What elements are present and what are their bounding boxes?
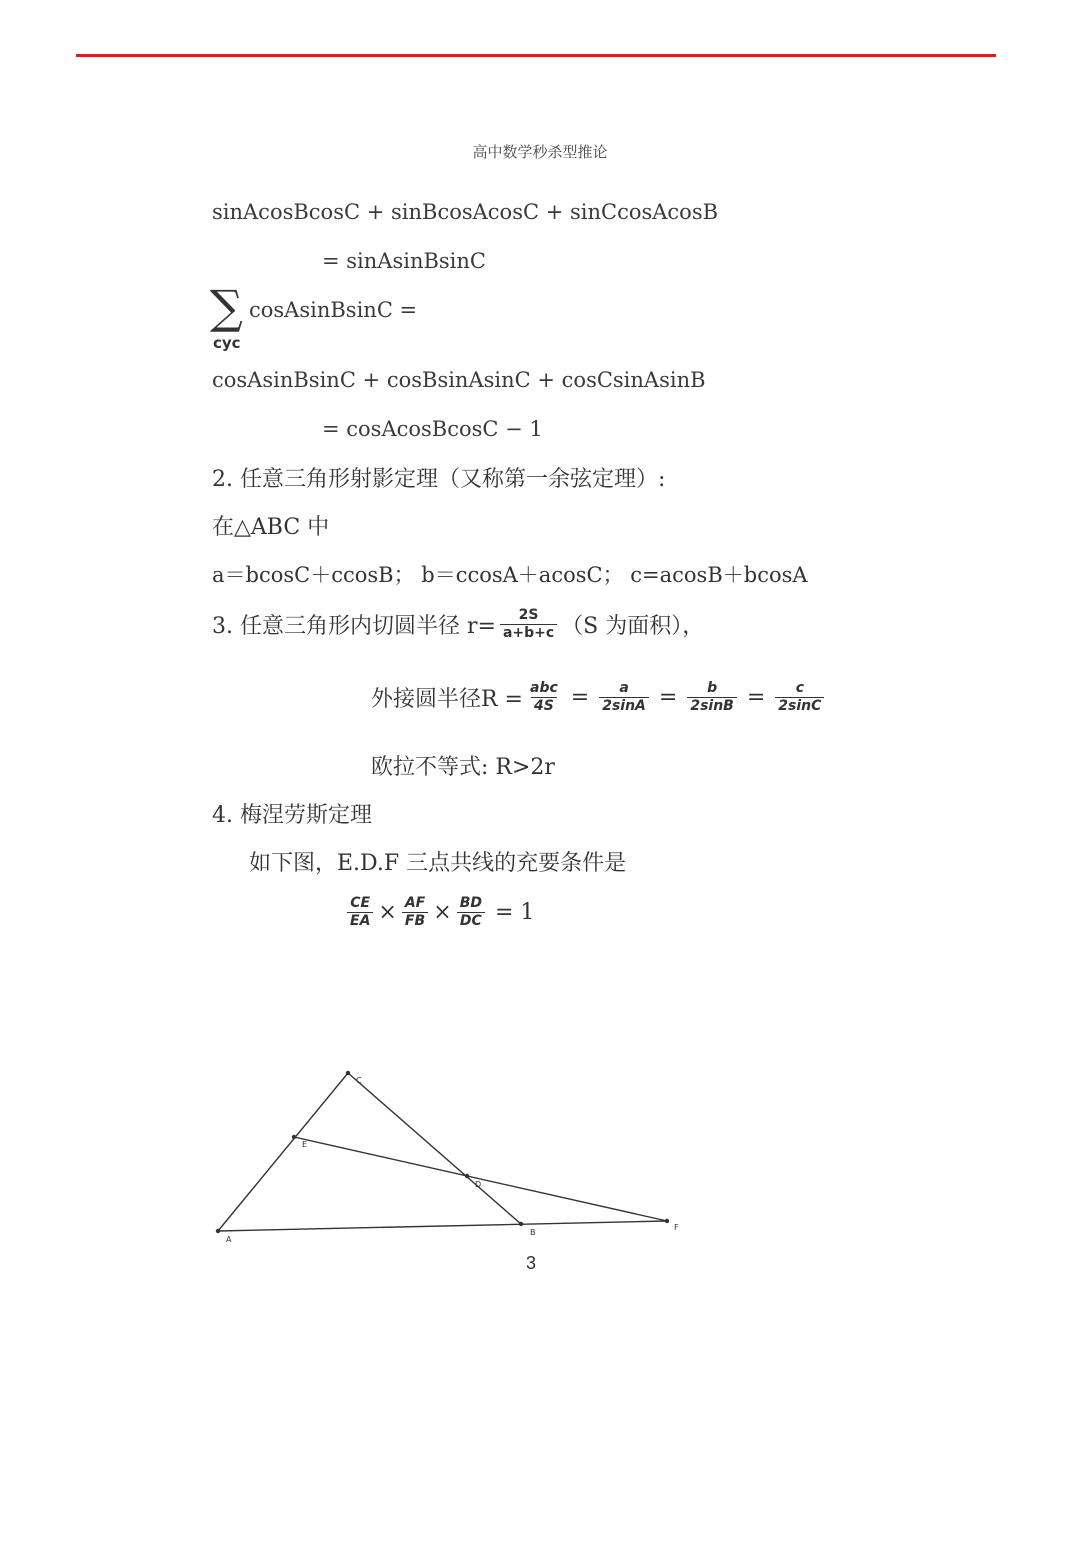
label-c: C xyxy=(356,1076,362,1085)
times-sign: × xyxy=(433,900,452,925)
line-af xyxy=(218,1221,667,1231)
equals-sign: = xyxy=(746,685,766,710)
menelaus-den-ea: EA xyxy=(347,912,373,930)
circum-den-2sinc: 2sinC xyxy=(775,697,824,715)
section2-heading: 2. 任意三角形射影定理（又称第一余弦定理）: xyxy=(212,467,666,492)
circum-den-2sinb: 2sinB xyxy=(687,697,737,715)
inradius-denominator: a+b+c xyxy=(500,624,557,642)
circumradius-prefix: 外接圆半径R = xyxy=(371,687,523,712)
circum-num-abc: abc xyxy=(530,680,558,696)
circum-num-b: b xyxy=(707,680,718,696)
menelaus-den-dc: DC xyxy=(457,912,485,930)
point-a-dot xyxy=(216,1229,220,1233)
sigma-expression: cosAsinBsinC = xyxy=(249,298,418,322)
menelaus-result: = 1 xyxy=(494,900,535,925)
menelaus-num-bd: BD xyxy=(459,895,482,911)
euler-inequality: 欧拉不等式: R>2r xyxy=(371,755,555,780)
label-d: D xyxy=(475,1180,482,1189)
sigma-subscript: cyc xyxy=(213,334,241,352)
section2-intro: 在△ABC 中 xyxy=(212,515,330,540)
page-number: 3 xyxy=(525,1253,536,1273)
point-f-dot xyxy=(665,1219,669,1223)
section4-description: 如下图，E.D.F 三点共线的充要条件是 xyxy=(249,851,627,876)
formula-cos-sum-line2: = cosAcosBcosC − 1 xyxy=(322,417,543,441)
point-c-dot xyxy=(346,1071,350,1075)
circum-num-c: c xyxy=(795,680,805,696)
formula-sum-sines-line1: sinAcosBcosC + sinBcosAcosC + sinCcosAcosB xyxy=(212,200,719,224)
menelaus-den-fb: FB xyxy=(402,912,428,930)
page-header-title: 高中数学秒杀型推论 xyxy=(472,143,608,161)
side-ac-line xyxy=(218,1073,348,1231)
section4-heading: 4. 梅涅劳斯定理 xyxy=(212,803,372,828)
equals-sign: = xyxy=(570,685,590,710)
circum-num-a: a xyxy=(619,680,629,696)
label-f: F xyxy=(674,1223,679,1232)
side-cb-line xyxy=(348,1073,521,1224)
section3-heading-suffix: （S 为面积）， xyxy=(561,614,705,639)
times-sign: × xyxy=(378,900,397,925)
point-d-dot xyxy=(465,1174,469,1178)
circum-den-4s: 4S xyxy=(531,697,557,715)
circum-den-2sina: 2sinA xyxy=(599,697,649,715)
section2-projection-formula: a＝bcosC＋ccosB； b＝ccosA＋acosC； c=acosB＋bcosA xyxy=(212,563,808,587)
sigma-symbol: ∑ xyxy=(210,280,243,334)
equals-sign: = xyxy=(658,685,678,710)
label-a: A xyxy=(226,1235,232,1244)
formula-sum-sines-line2: = sinAsinBsinC xyxy=(322,249,486,273)
label-e: E xyxy=(302,1140,308,1149)
formula-cos-sum-line1: cosAsinBsinC + cosBsinAsinC + cosCsinAsinB xyxy=(212,368,706,392)
transversal-ef-line xyxy=(294,1137,667,1221)
inradius-numerator: 2S xyxy=(518,607,539,623)
label-b: B xyxy=(530,1228,536,1237)
menelaus-num-af: AF xyxy=(404,895,426,911)
section3-heading-prefix: 3. 任意三角形内切圆半径 r= xyxy=(212,614,496,639)
point-e-dot xyxy=(292,1135,296,1139)
point-b-dot xyxy=(519,1222,523,1226)
menelaus-num-ce: CE xyxy=(350,895,371,911)
